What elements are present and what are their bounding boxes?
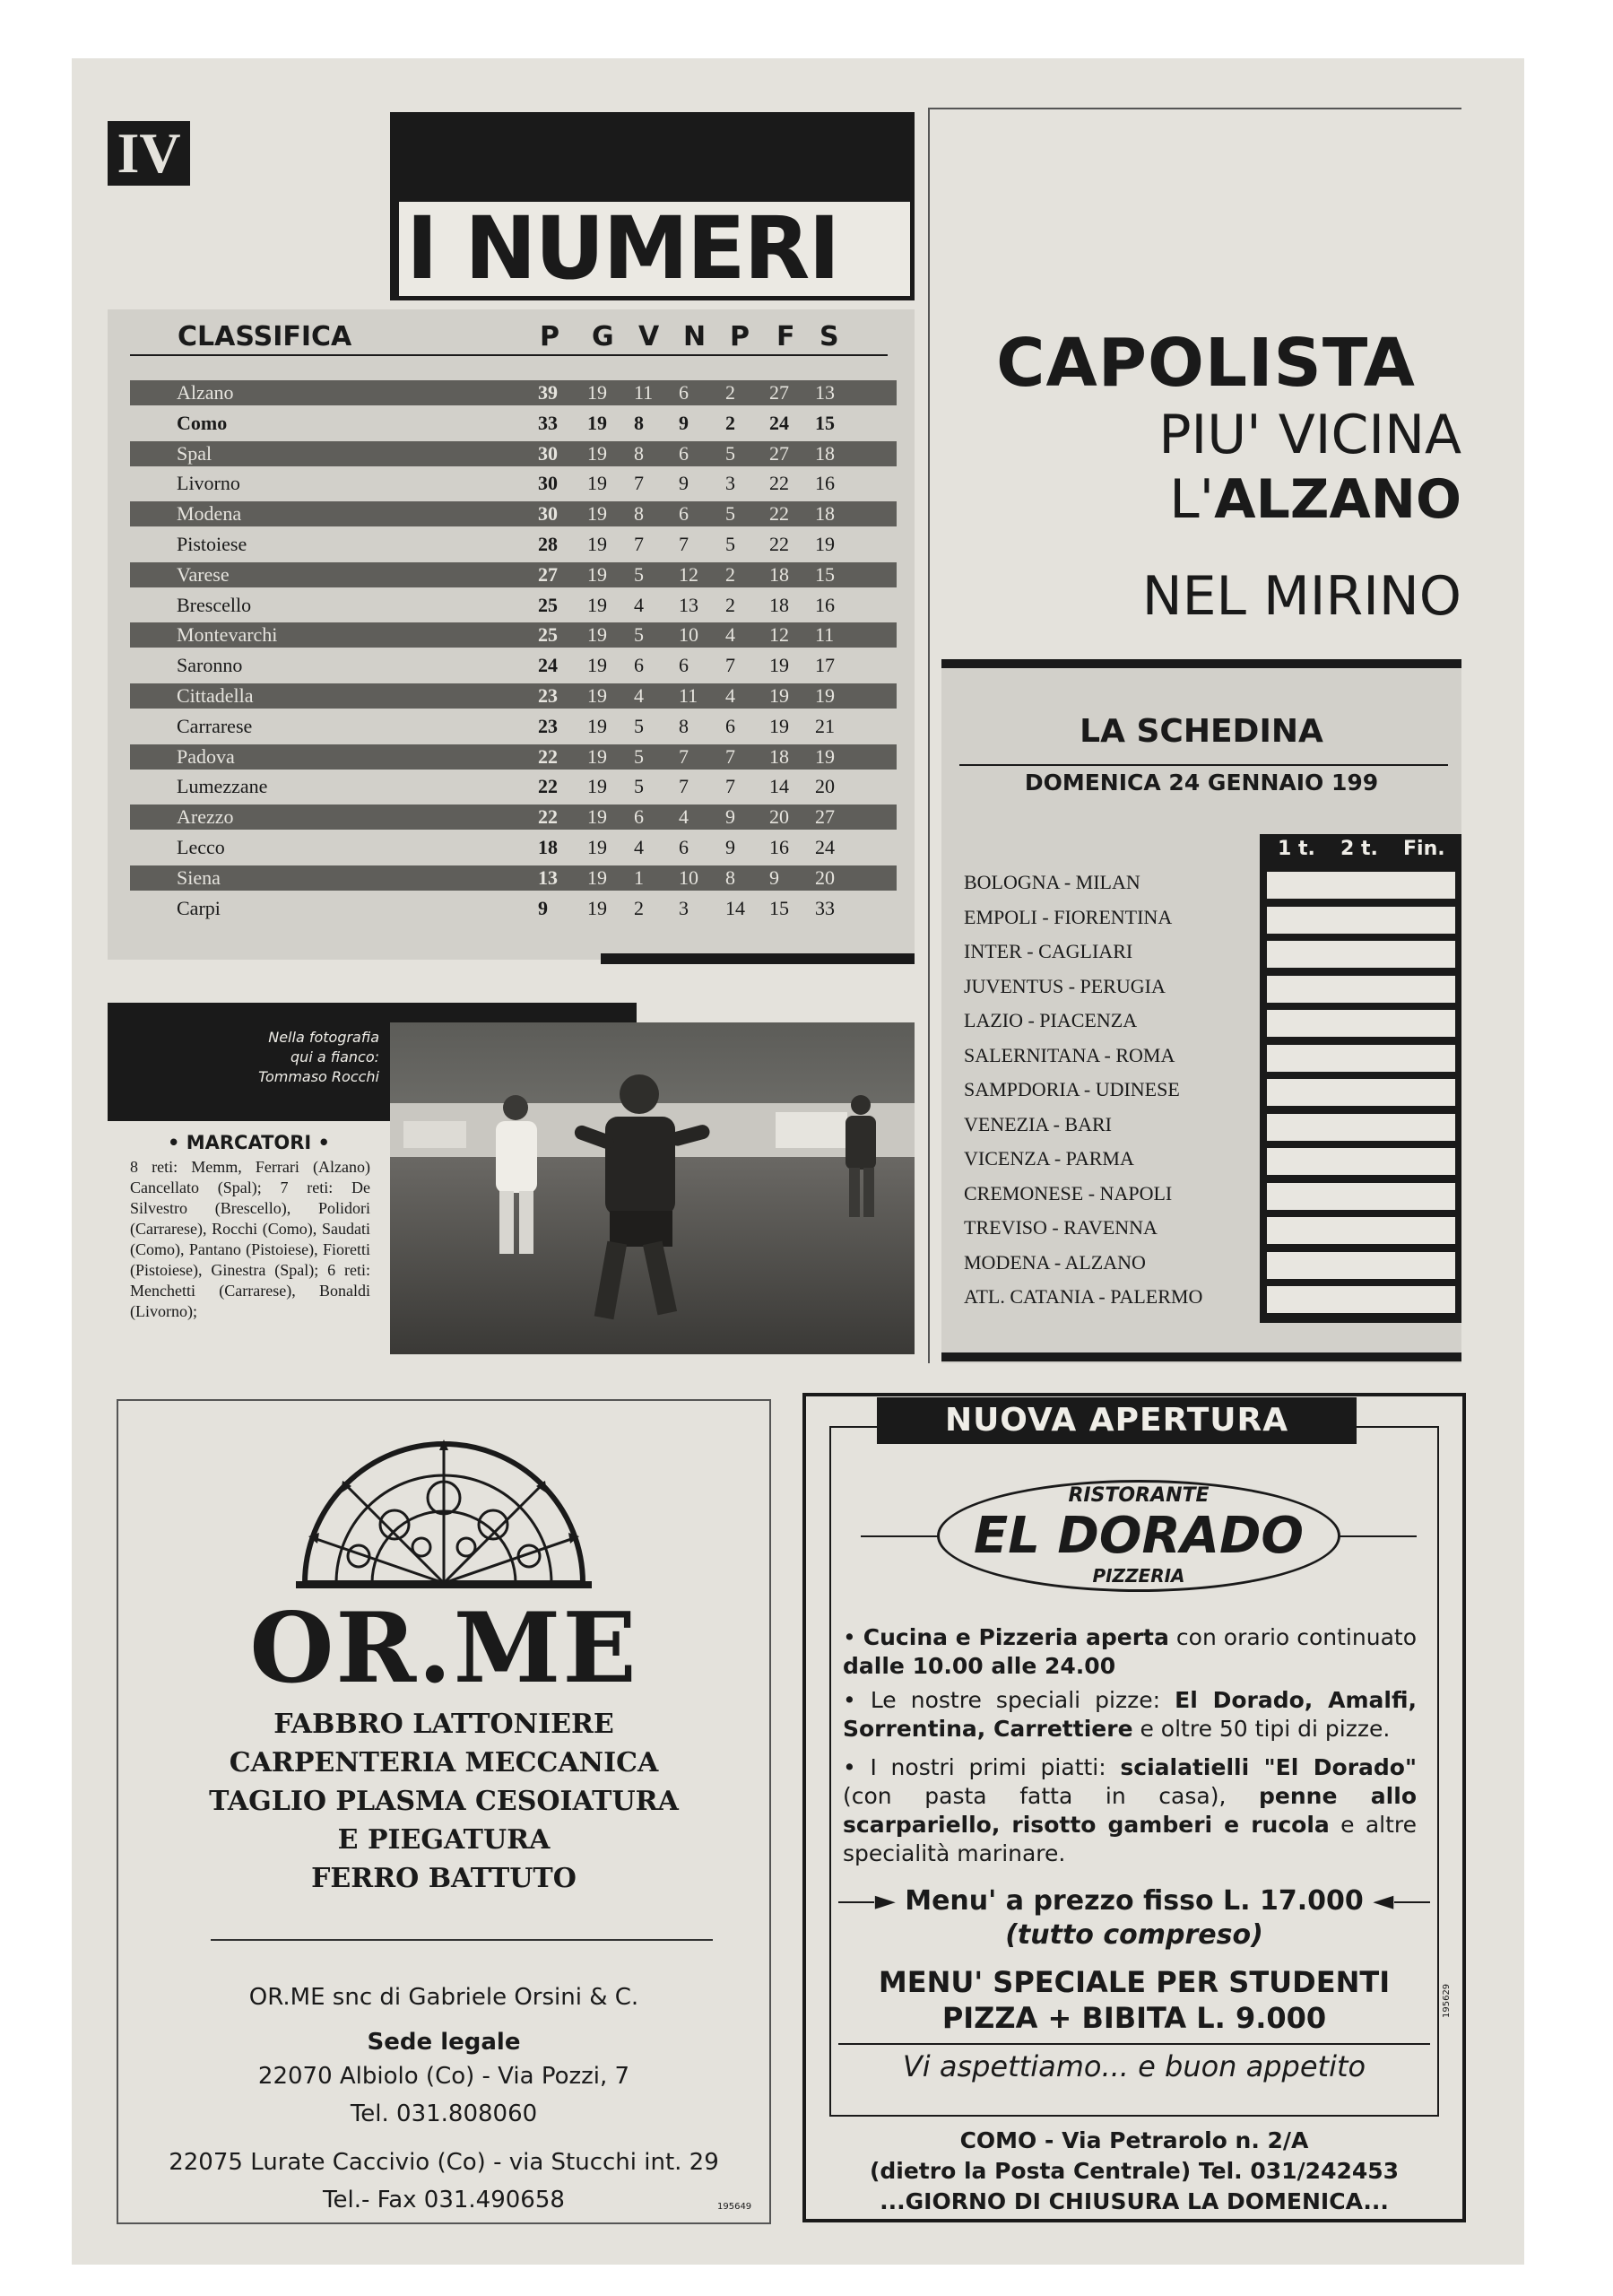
standings-cell-f: 22 [769, 472, 789, 495]
eldorado-address-1: COMO - Via Petrarolo n. 2/A [959, 2127, 1309, 2153]
standings-cell-team: Carpi [177, 896, 221, 919]
eldorado-bullet-1: • Cucina e Pizzeria aperta con orario continuato dalle 10.00 alle 24.00 [843, 1624, 1417, 1679]
standings-cell-f: 22 [769, 502, 789, 526]
header-final: Fin. [1403, 838, 1445, 860]
standings-cell-team: Varese [177, 562, 230, 586]
orme-address-2: 22075 Lurate Caccivio (Co) - via Stucchi int. 29 [169, 2149, 719, 2176]
standings-cell-n: 4 [679, 805, 689, 829]
header-second-half: 2 t. [1340, 838, 1378, 860]
caption-line-3: Tommaso Rocchi [258, 1068, 379, 1085]
standings-cell-p: 30 [538, 472, 558, 495]
standings-cell-team: Lecco [177, 836, 225, 858]
standings-cell-p: 24 [538, 654, 558, 677]
schedina-match: SAMPDORIA - UDINESE [964, 1078, 1180, 1100]
standings-row [130, 562, 897, 587]
headline-line-4: NEL MIRINO [1141, 565, 1461, 628]
student-menu-line-2: PIZZA + BIBITA L. 9.000 [941, 2001, 1327, 2035]
standings-cell-f: 12 [769, 623, 789, 647]
standings-cell-n: 9 [679, 472, 689, 495]
schedina-answer-cell[interactable] [1267, 941, 1455, 968]
standings-cell-p: 25 [538, 593, 558, 616]
schedina-answer-cell[interactable] [1267, 1010, 1455, 1037]
col-header-n: N [683, 321, 707, 352]
standings-cell-p: 30 [538, 502, 558, 526]
schedina-match: INTER - CAGLIARI [964, 940, 1133, 962]
schedina-answer-cell[interactable] [1267, 1045, 1455, 1072]
standings-cell-n: 6 [679, 836, 689, 858]
eldorado-ad-code: 195629 [1442, 1983, 1452, 2018]
marcatori-text: 8 reti: Memm, Ferrari (Alzano) Cancellato (Spal); 7 reti: De Silvestro (Brescello), Polidori (Carrarese), Rocchi (Como), Saudati (Como), Pantano (Pistoiese), Fioretti (Pistoiese), Ginestra (Spal); 6 reti: Menchetti (Carrarese), Bonaldi (Livorno); [130, 1158, 370, 1320]
standings-cell-g: 19 [587, 654, 607, 677]
standings-cell-p: 28 [538, 533, 558, 555]
standings-cell-team: Lumezzane [177, 775, 268, 798]
eldorado-address [807, 2126, 1461, 2187]
schedina-top-bar [941, 659, 1461, 668]
eldorado-bullet-3: • I nostri primi piatti: scialatielli "El Dorado" (con pasta fatta in casa), penne allo scarpariello, risotto gamberi e rucola e altre specialità marinare. [843, 1754, 1417, 1866]
standings-cell-g: 19 [587, 562, 607, 586]
schedina-match: JUVENTUS - PERUGIA [964, 974, 1166, 997]
standings-row [130, 471, 897, 496]
schedina-date: DOMENICA 24 GENNAIO 199 [1024, 770, 1379, 796]
standings-cell-pe: 5 [725, 441, 735, 465]
schedina-answer-cell[interactable] [1267, 1252, 1455, 1279]
caption-line-2: qui a fianco: [291, 1048, 379, 1065]
caption-line-1: Nella fotografia [268, 1029, 379, 1046]
standings-row [130, 593, 897, 618]
standings-cell-f: 24 [769, 411, 789, 434]
standings-cell-pe: 2 [725, 562, 735, 586]
col-header-f: F [776, 321, 795, 352]
orme-service-3: TAGLIO PLASMA CESOIATURA [209, 1786, 679, 1817]
arrow-left-icon: ◄ [1363, 1885, 1394, 1917]
standings-row [130, 532, 897, 557]
orme-address-1: 22070 Albiolo (Co) - Via Pozzi, 7 [257, 2063, 630, 2090]
standings-cell-n: 12 [679, 562, 698, 586]
arrow-right-icon: ► [874, 1885, 906, 1917]
standings-cell-n: 6 [679, 441, 689, 465]
col-header-g: G [592, 321, 614, 352]
eldorado-address-2: (dietro la Posta Centrale) Tel. 031/242453 [869, 2158, 1400, 2184]
schedina-match: BOLOGNA - MILAN [964, 871, 1140, 893]
standings-cell-g: 19 [587, 744, 607, 768]
standings-cell-v: 5 [634, 775, 644, 798]
standings-cell-f: 19 [769, 654, 789, 677]
standings-cell-team: Arezzo [177, 805, 234, 829]
standings-cell-f: 20 [769, 805, 789, 829]
frame-line-top [928, 108, 1461, 109]
schedina-match: LAZIO - PIACENZA [964, 1009, 1138, 1031]
standings-row [130, 441, 897, 466]
standings-bottom-bar [601, 953, 915, 964]
standings-cell-f: 27 [769, 441, 789, 465]
standings-cell-pe: 9 [725, 805, 735, 829]
schedina-grid-header [1260, 836, 1461, 863]
headline-prefix: L' [1169, 468, 1215, 531]
standings-cell-f: 14 [769, 775, 789, 798]
schedina-rule [959, 764, 1448, 766]
standings-row [130, 411, 897, 436]
standings-row [130, 865, 897, 891]
standings-cell-s: 13 [815, 381, 835, 404]
standings-cell-f: 9 [769, 865, 779, 889]
headline-team: ALZANO [1214, 468, 1461, 531]
eldorado-fixed-menu-note: (tutto compreso) [1005, 1919, 1263, 1951]
standings-cell-p: 22 [538, 775, 558, 798]
eldorado-fixed-menu [829, 1885, 1439, 1917]
header-first-half: 1 t. [1278, 838, 1315, 860]
standings-cell-g: 19 [587, 381, 607, 404]
standings-cell-g: 19 [587, 593, 607, 616]
orme-brand: OR.ME [249, 1592, 638, 1705]
standings-cell-team: Como [177, 411, 228, 434]
standings-cell-v: 4 [634, 836, 644, 858]
standings-cell-g: 19 [587, 684, 607, 707]
standings-cell-g: 19 [587, 533, 607, 555]
orme-sede-label: Sede legale [367, 2029, 521, 2056]
orme-tel-1: Tel. 031.808060 [350, 2100, 538, 2127]
schedina-bottom-bar [941, 1352, 1461, 1361]
standings-cell-v: 7 [634, 472, 644, 495]
standings-cell-v: 6 [634, 805, 644, 829]
standings-cell-pe: 9 [725, 836, 735, 858]
schedina-answer-cell[interactable] [1267, 1148, 1455, 1175]
frame-line-left [928, 108, 930, 1363]
standings-cell-g: 19 [587, 623, 607, 647]
standings-cell-s: 17 [815, 654, 835, 677]
standings-cell-f: 27 [769, 381, 789, 404]
photo-top-bar [108, 1003, 637, 1022]
standings-cell-p: 39 [538, 381, 558, 404]
standings-cell-s: 15 [815, 562, 835, 586]
standings-cell-pe: 5 [725, 533, 735, 555]
standings-cell-v: 4 [634, 593, 644, 616]
standings-cell-v: 5 [634, 562, 644, 586]
standings-cell-team: Carrarese [177, 714, 253, 737]
student-menu-line-1: MENU' SPECIALE PER STUDENTI [878, 1965, 1391, 1999]
standings-cell-g: 19 [587, 714, 607, 737]
standings-cell-n: 6 [679, 502, 689, 526]
standings-row [130, 653, 897, 678]
orme-divider [211, 1939, 713, 1941]
football-photo [390, 1022, 915, 1354]
standings-cell-s: 24 [815, 836, 835, 858]
standings-cell-p: 30 [538, 441, 558, 465]
schedina-answer-cell[interactable] [1267, 976, 1455, 1003]
standings-cell-p: 9 [538, 896, 548, 919]
standings-cell-pe: 6 [725, 714, 735, 737]
standings-cell-n: 6 [679, 654, 689, 677]
standings-cell-pe: 3 [725, 472, 735, 495]
standings-cell-v: 1 [634, 865, 644, 889]
standings-cell-team: Cittadella [177, 684, 254, 707]
standings-row [130, 774, 897, 799]
standings-cell-s: 19 [815, 533, 835, 555]
eldorado-divider [838, 2043, 1430, 2045]
standings-cell-s: 27 [815, 805, 835, 829]
standings-cell-g: 19 [587, 775, 607, 798]
standings-cell-n: 11 [679, 684, 698, 707]
standings-cell-team: Pistoiese [177, 533, 247, 555]
schedina-title: LA SCHEDINA [1080, 713, 1323, 750]
standings-cell-g: 19 [587, 896, 607, 919]
col-header-s: S [820, 321, 839, 352]
standings-cell-team: Saronno [177, 654, 243, 677]
eldorado-slogan: Vi aspettiamo... e buon appetito [902, 2049, 1366, 2083]
eldorado-logo-bottom: PIZZERIA [1092, 1565, 1185, 1587]
standings-cell-n: 3 [679, 896, 689, 919]
standings-cell-v: 5 [634, 714, 644, 737]
schedina-match: VENEZIA - BARI [964, 1112, 1112, 1135]
standings-cell-team: Padova [177, 744, 235, 768]
standings-cell-n: 7 [679, 533, 689, 555]
standings-cell-pe: 8 [725, 865, 735, 889]
standings-cell-g: 19 [587, 472, 607, 495]
standings-cell-team: Montevarchi [177, 623, 278, 647]
eldorado-logo-name: EL DORADO [973, 1507, 1305, 1565]
standings-cell-v: 8 [634, 441, 644, 465]
standings-cell-f: 19 [769, 684, 789, 707]
standings-cell-n: 7 [679, 775, 689, 798]
standings-header-rule [130, 354, 888, 356]
standings-row [130, 501, 897, 526]
standings-row [130, 835, 897, 860]
standings-cell-pe: 5 [725, 502, 735, 526]
standings-row [130, 714, 897, 739]
standings-cell-pe: 2 [725, 593, 735, 616]
standings-title: CLASSIFICA [178, 321, 352, 352]
standings-cell-f: 18 [769, 744, 789, 768]
page-number: IV [108, 121, 190, 186]
standings-cell-f: 18 [769, 593, 789, 616]
standings-cell-pe: 4 [725, 623, 735, 647]
schedina-answer-cell[interactable] [1267, 1183, 1455, 1210]
standings-cell-s: 19 [815, 744, 835, 768]
standings-row [130, 744, 897, 770]
eldorado-bullet-2: • Le nostre speciali pizze: El Dorado, Amalfi, Sorrentina, Carrettiere e oltre 50 tipi di pizze. [843, 1687, 1417, 1742]
standings-cell-s: 20 [815, 865, 835, 889]
standings-cell-pe: 2 [725, 381, 735, 404]
eldorado-student-menu [829, 1964, 1439, 2036]
marcatori-title: • MARCATORI • [168, 1132, 330, 1153]
schedina-answer-cell[interactable] [1267, 907, 1455, 934]
standings-cell-n: 7 [679, 744, 689, 768]
standings-cell-team: Siena [177, 865, 221, 889]
standings-cell-team: Brescello [177, 593, 252, 616]
standings-cell-p: 33 [538, 411, 558, 434]
standings-cell-n: 6 [679, 381, 689, 404]
standings-row [130, 804, 897, 830]
col-header-v: V [638, 321, 660, 352]
standings-cell-n: 8 [679, 714, 689, 737]
schedina-match: ATL. CATANIA - PALERMO [964, 1285, 1203, 1308]
standings-cell-p: 27 [538, 562, 558, 586]
schedina-match: SALERNITANA - ROMA [964, 1043, 1175, 1066]
standings-cell-pe: 2 [725, 411, 735, 434]
standings-cell-v: 4 [634, 684, 644, 707]
schedina-answer-cell[interactable] [1267, 1217, 1455, 1244]
eldorado-closing-day: ...GIORNO DI CHIUSURA LA DOMENICA... [880, 2188, 1389, 2214]
standings-cell-v: 8 [634, 411, 644, 434]
col-header-p: P [540, 321, 559, 352]
standings-cell-n: 13 [679, 593, 698, 616]
standings-cell-pe: 7 [725, 654, 735, 677]
headline-line-1: CAPOLISTA [996, 325, 1416, 402]
standings-cell-g: 19 [587, 836, 607, 858]
orme-tel-2: Tel.- Fax 031.490658 [323, 2187, 565, 2213]
orme-service-2: CARPENTERIA MECCANICA [229, 1747, 659, 1779]
standings-cell-p: 18 [538, 836, 558, 858]
standings-cell-s: 18 [815, 441, 835, 465]
schedina-match: MODENA - ALZANO [964, 1250, 1146, 1274]
orme-company: OR.ME snc di Gabriele Orsini & C. [248, 1984, 639, 2011]
schedina-match: CREMONESE - NAPOLI [964, 1181, 1173, 1205]
eldorado-header: NUOVA APERTURA [877, 1397, 1357, 1444]
headline-line-3 [950, 468, 1461, 531]
standings-cell-s: 11 [815, 623, 835, 647]
standings-cell-f: 15 [769, 896, 789, 919]
standings-cell-s: 19 [815, 684, 835, 707]
standings-cell-g: 19 [587, 805, 607, 829]
orme-service-1: FABBRO LATTONIERE [273, 1709, 614, 1740]
standings-cell-pe: 14 [725, 896, 745, 919]
orme-ad-code: 195649 [717, 2202, 752, 2212]
standings-cell-f: 22 [769, 533, 789, 555]
standings-cell-n: 9 [679, 411, 689, 434]
schedina-answer-cell[interactable] [1267, 1286, 1455, 1313]
standings-cell-f: 19 [769, 714, 789, 737]
standings-cell-pe: 4 [725, 684, 735, 707]
schedina-match: TREVISO - RAVENNA [964, 1216, 1158, 1239]
photo-caption [108, 1022, 390, 1121]
standings-cell-team: Alzano [177, 381, 234, 404]
schedina-match: EMPOLI - FIORENTINA [964, 905, 1173, 928]
standings-cell-p: 23 [538, 714, 558, 737]
fixed-menu-label: Menu' a prezzo fisso L. 17.000 [905, 1885, 1364, 1917]
standings-row [130, 622, 897, 648]
standings-cell-pe: 7 [725, 744, 735, 768]
schedina-answer-cell[interactable] [1267, 1079, 1455, 1106]
standings-cell-v: 6 [634, 654, 644, 677]
wrought-iron-logo [296, 1439, 592, 1592]
standings-cell-s: 20 [815, 775, 835, 798]
standings-cell-s: 33 [815, 896, 835, 919]
orme-service-4: E PIEGATURA [337, 1824, 551, 1856]
standings-cell-p: 13 [538, 865, 558, 889]
schedina-match: VICENZA - PARMA [964, 1147, 1134, 1170]
section-title: I NUMERI [399, 202, 910, 296]
orme-service-5: FERRO BATTUTO [311, 1863, 577, 1894]
standings-cell-v: 8 [634, 502, 644, 526]
standings-cell-s: 16 [815, 472, 835, 495]
schedina-answer-cell[interactable] [1267, 1114, 1455, 1141]
standings-cell-n: 10 [679, 865, 698, 889]
standings-cell-s: 16 [815, 593, 835, 616]
standings-cell-p: 25 [538, 623, 558, 647]
standings-cell-team: Spal [177, 441, 212, 465]
headline-line-2: PIU' VICINA [1158, 404, 1461, 466]
standings-cell-p: 22 [538, 805, 558, 829]
col-header-p2: P [730, 321, 750, 352]
standings-cell-s: 15 [815, 411, 835, 434]
standings-cell-p: 22 [538, 744, 558, 768]
standings-cell-p: 23 [538, 684, 558, 707]
standings-cell-v: 5 [634, 623, 644, 647]
standings-cell-pe: 7 [725, 775, 735, 798]
standings-cell-g: 19 [587, 865, 607, 889]
standings-cell-s: 18 [815, 502, 835, 526]
standings-cell-g: 19 [587, 502, 607, 526]
standings-cell-v: 2 [634, 896, 644, 919]
standings-cell-g: 19 [587, 441, 607, 465]
standings-cell-team: Modena [177, 502, 242, 526]
standings-cell-s: 21 [815, 714, 835, 737]
standings-cell-v: 7 [634, 533, 644, 555]
standings-cell-team: Livorno [177, 472, 240, 495]
standings-cell-v: 11 [634, 381, 654, 404]
standings-cell-g: 19 [587, 411, 607, 434]
standings-row [130, 896, 897, 921]
standings-row [130, 683, 897, 709]
standings-cell-v: 5 [634, 744, 644, 768]
standings-cell-f: 16 [769, 836, 789, 858]
standings-row [130, 380, 897, 405]
eldorado-logo-top: RISTORANTE [1068, 1484, 1210, 1507]
schedina-answer-cell[interactable] [1267, 872, 1455, 899]
standings-cell-f: 18 [769, 562, 789, 586]
standings-cell-n: 10 [679, 623, 698, 647]
